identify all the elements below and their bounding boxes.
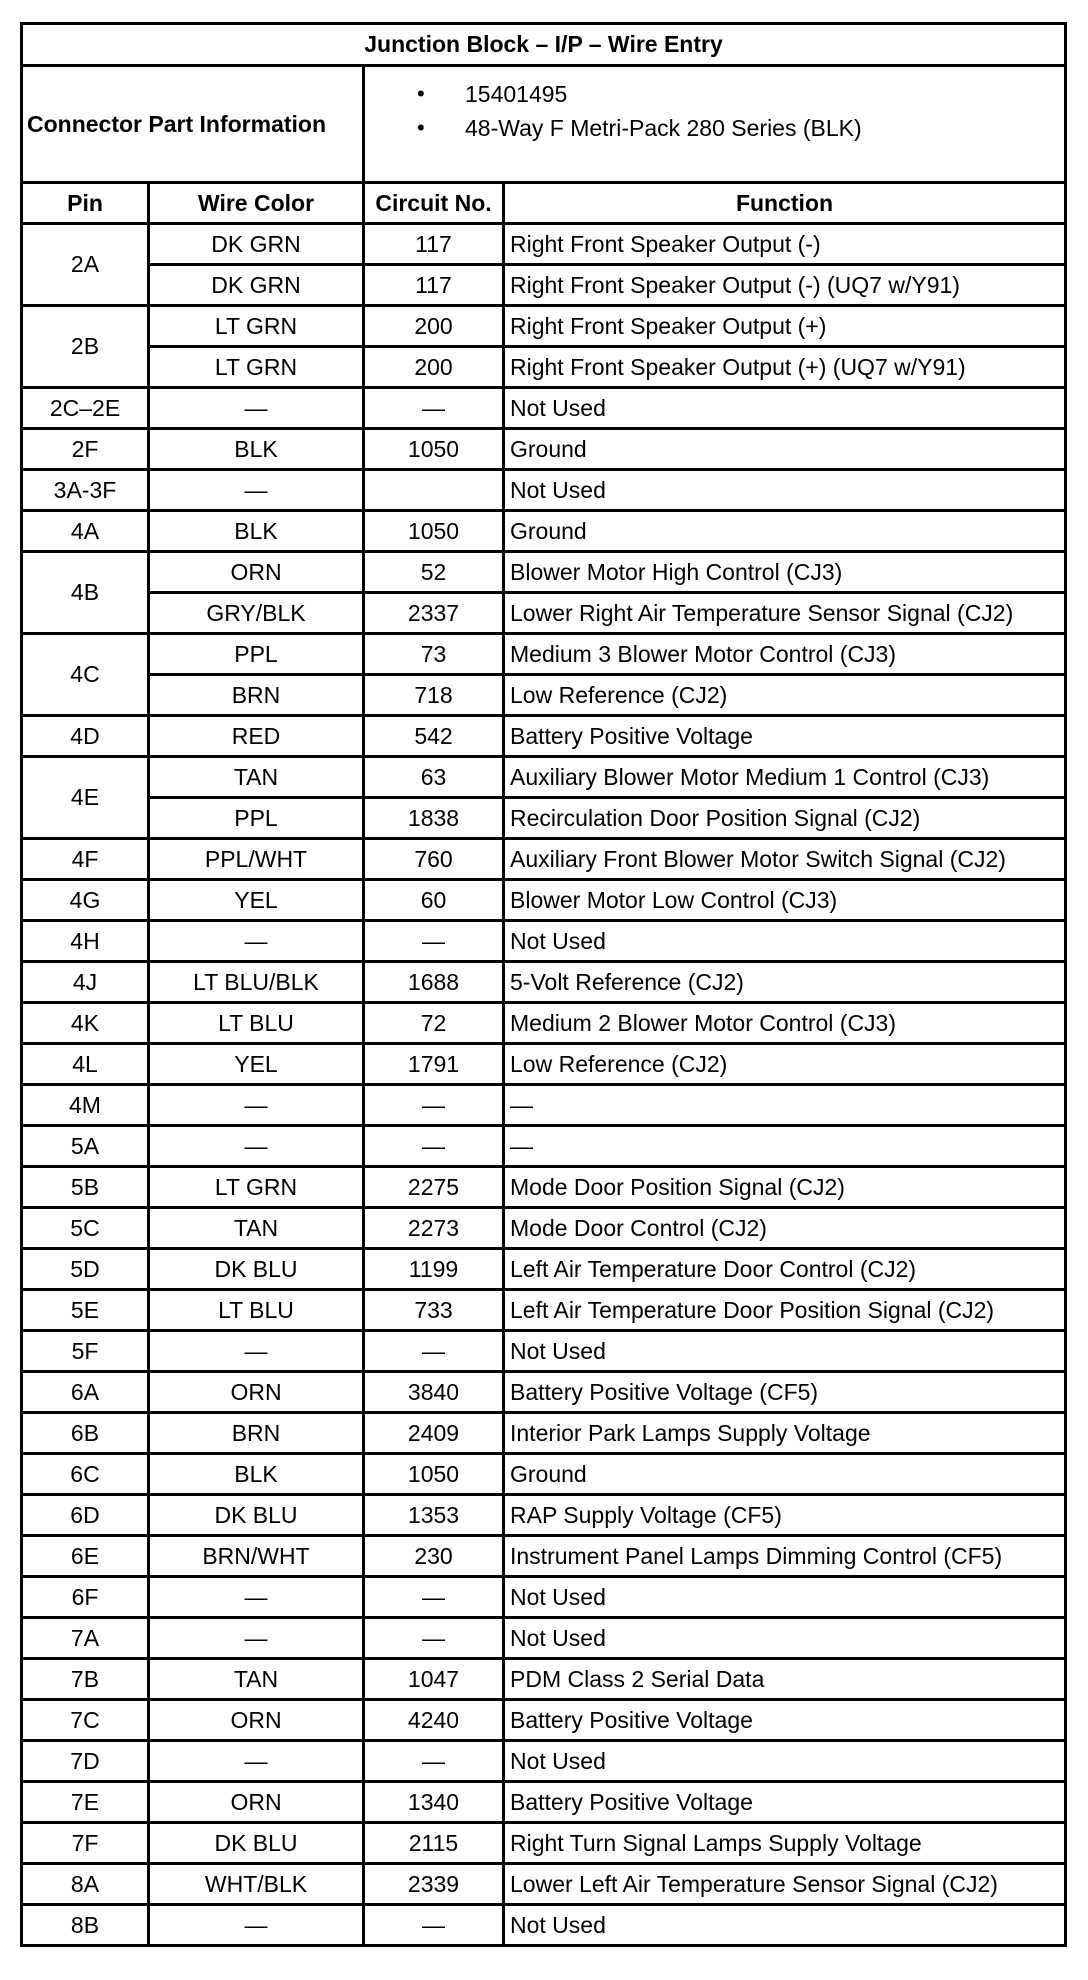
function-cell: Left Air Temperature Door Position Signal (CJ2) [504,1290,1066,1331]
wire-color-cell: YEL [149,1044,364,1085]
pin-cell: 7F [22,1823,149,1864]
pin-cell: 2B [22,306,149,388]
function-cell: Blower Motor Low Control (CJ3) [504,880,1066,921]
pin-cell: 7A [22,1618,149,1659]
function-cell: Not Used [504,388,1066,429]
function-cell: Auxiliary Front Blower Motor Switch Signal (CJ2) [504,839,1066,880]
function-cell: RAP Supply Voltage (CF5) [504,1495,1066,1536]
circuit-number-cell: 542 [364,716,504,757]
circuit-number-cell: 1050 [364,1454,504,1495]
function-cell: Not Used [504,921,1066,962]
function-cell: Mode Door Position Signal (CJ2) [504,1167,1066,1208]
circuit-number-cell: 1688 [364,962,504,1003]
function-cell: Instrument Panel Lamps Dimming Control (CF5) [504,1536,1066,1577]
wire-color-cell: PPL/WHT [149,839,364,880]
function-cell: Not Used [504,1905,1066,1946]
circuit-number-cell: — [364,921,504,962]
wire-color-cell: DK BLU [149,1495,364,1536]
function-cell: Not Used [504,1577,1066,1618]
table-row [22,1864,1066,1905]
function-cell: 5-Volt Reference (CJ2) [504,962,1066,1003]
table-row [22,265,1066,306]
table-row [22,1331,1066,1372]
function-cell: Ground [504,511,1066,552]
circuit-number-cell: — [364,1126,504,1167]
wire-color-cell: DK GRN [149,265,364,306]
pin-cell: 4E [22,757,149,839]
function-cell: Left Air Temperature Door Control (CJ2) [504,1249,1066,1290]
table-row [22,921,1066,962]
pin-cell: 7C [22,1700,149,1741]
wire-color-cell: ORN [149,1782,364,1823]
pin-cell: 6E [22,1536,149,1577]
circuit-number-cell: 63 [364,757,504,798]
table-row [22,388,1066,429]
circuit-number-cell: 2409 [364,1413,504,1454]
wire-color-cell: LT GRN [149,306,364,347]
circuit-number-cell: 2339 [364,1864,504,1905]
pin-cell: 7B [22,1659,149,1700]
function-cell: Right Turn Signal Lamps Supply Voltage [504,1823,1066,1864]
table-row [22,470,1066,511]
function-cell: — [504,1085,1066,1126]
function-cell: Right Front Speaker Output (-) [504,224,1066,265]
wire-color-cell: BLK [149,511,364,552]
pin-cell: 4J [22,962,149,1003]
wire-color-cell: LT BLU/BLK [149,962,364,1003]
circuit-number-cell: 1353 [364,1495,504,1536]
connector-part-info-list [365,77,1064,145]
function-cell: Right Front Speaker Output (-) (UQ7 w/Y91) [504,265,1066,306]
circuit-number-cell: 73 [364,634,504,675]
wire-color-cell: LT BLU [149,1003,364,1044]
table-row [22,593,1066,634]
pin-cell: 4G [22,880,149,921]
table-row [22,1085,1066,1126]
wire-color-cell: RED [149,716,364,757]
function-cell: Ground [504,429,1066,470]
table-row [22,1536,1066,1577]
pin-cell: 6D [22,1495,149,1536]
circuit-number-cell: 200 [364,306,504,347]
circuit-number-cell: 117 [364,224,504,265]
pin-cell: 4K [22,1003,149,1044]
table-row [22,1741,1066,1782]
function-cell: Not Used [504,1331,1066,1372]
wire-color-cell: BLK [149,1454,364,1495]
circuit-number-cell: 718 [364,675,504,716]
pin-cell: 8B [22,1905,149,1946]
table-row [22,552,1066,593]
function-cell: Not Used [504,1618,1066,1659]
circuit-number-cell: — [364,1741,504,1782]
wire-color-cell: — [149,470,364,511]
table-row [22,1659,1066,1700]
pin-cell: 2C–2E [22,388,149,429]
function-cell: Auxiliary Blower Motor Medium 1 Control (CJ3) [504,757,1066,798]
column-header-circuit-no: Circuit No. [364,183,504,224]
table-row [22,306,1066,347]
wire-color-cell: YEL [149,880,364,921]
wire-color-cell: BRN [149,1413,364,1454]
table-row [22,1823,1066,1864]
circuit-number-cell: — [364,1577,504,1618]
table-row [22,1044,1066,1085]
table-row [22,1290,1066,1331]
function-cell: Battery Positive Voltage [504,1782,1066,1823]
function-cell: Not Used [504,470,1066,511]
table-row [22,1413,1066,1454]
circuit-number-cell: 117 [364,265,504,306]
column-header-function: Function [504,183,1066,224]
table-row [22,1208,1066,1249]
pin-cell: 4D [22,716,149,757]
table-row [22,634,1066,675]
wire-color-cell: — [149,1577,364,1618]
circuit-number-cell [364,470,504,511]
connector-part-info-values [364,66,1066,183]
function-cell: Battery Positive Voltage [504,716,1066,757]
pin-cell: 5A [22,1126,149,1167]
wire-color-cell: PPL [149,634,364,675]
column-header-wire-color: Wire Color [149,183,364,224]
wire-color-cell: PPL [149,798,364,839]
pin-cell: 4F [22,839,149,880]
circuit-number-cell: 1199 [364,1249,504,1290]
circuit-number-cell: — [364,388,504,429]
wire-color-cell: ORN [149,1700,364,1741]
table-row [22,1700,1066,1741]
pin-cell: 3A-3F [22,470,149,511]
circuit-number-cell: 2273 [364,1208,504,1249]
wire-color-cell: WHT/BLK [149,1864,364,1905]
circuit-number-cell: 1050 [364,429,504,470]
pin-cell: 7E [22,1782,149,1823]
wire-color-cell: ORN [149,552,364,593]
circuit-number-cell: 72 [364,1003,504,1044]
wire-color-cell: LT BLU [149,1290,364,1331]
circuit-number-cell: 200 [364,347,504,388]
table-row [22,1495,1066,1536]
circuit-number-cell: — [364,1905,504,1946]
wire-color-cell: — [149,1085,364,1126]
function-cell: Recirculation Door Position Signal (CJ2) [504,798,1066,839]
function-cell: Medium 2 Blower Motor Control (CJ3) [504,1003,1066,1044]
function-cell: Blower Motor High Control (CJ3) [504,552,1066,593]
pin-cell: 2F [22,429,149,470]
table-row [22,1372,1066,1413]
table-row [22,1577,1066,1618]
wire-color-cell: — [149,1618,364,1659]
pin-cell: 6C [22,1454,149,1495]
connector-part-info-label: Connector Part Information [22,66,364,183]
table-row [22,798,1066,839]
table-row [22,224,1066,265]
circuit-number-cell: 2115 [364,1823,504,1864]
wire-color-cell: BRN [149,675,364,716]
table-row [22,1167,1066,1208]
wire-color-cell: — [149,1741,364,1782]
wire-color-cell: — [149,921,364,962]
table-title: Junction Block – I/P – Wire Entry [22,24,1066,66]
table-row [22,1905,1066,1946]
connector-table [20,22,1067,1947]
table-row [22,1126,1066,1167]
circuit-number-cell: — [364,1618,504,1659]
wire-color-cell: — [149,388,364,429]
pin-cell: 5F [22,1331,149,1372]
table-row [22,1249,1066,1290]
pin-cell: 2A [22,224,149,306]
pin-cell: 6B [22,1413,149,1454]
pin-cell: 4B [22,552,149,634]
function-cell: Mode Door Control (CJ2) [504,1208,1066,1249]
table-row [22,429,1066,470]
wire-color-cell: LT GRN [149,1167,364,1208]
wire-color-cell: DK BLU [149,1823,364,1864]
pin-cell: 8A [22,1864,149,1905]
circuit-number-cell: 1047 [364,1659,504,1700]
wire-color-cell: — [149,1331,364,1372]
circuit-number-cell: 2337 [364,593,504,634]
circuit-number-cell: 1791 [364,1044,504,1085]
function-cell: Lower Left Air Temperature Sensor Signal (CJ2) [504,1864,1066,1905]
circuit-number-cell: 760 [364,839,504,880]
table-row [22,511,1066,552]
wire-color-cell: DK BLU [149,1249,364,1290]
circuit-number-cell: 52 [364,552,504,593]
wire-color-cell: TAN [149,1208,364,1249]
wire-color-cell: TAN [149,757,364,798]
wire-color-cell: BRN/WHT [149,1536,364,1577]
table-row [22,675,1066,716]
circuit-number-cell: 2275 [364,1167,504,1208]
circuit-number-cell: 1050 [364,511,504,552]
connector-description: • 48-Way F Metri-Pack 280 Series (BLK) [365,111,1064,145]
column-header-pin: Pin [22,183,149,224]
table-row [22,347,1066,388]
table-row [22,1003,1066,1044]
table-row [22,962,1066,1003]
function-cell: Not Used [504,1741,1066,1782]
part-number: • 15401495 [365,77,1064,111]
pin-cell: 4H [22,921,149,962]
wire-color-cell: — [149,1126,364,1167]
table-row [22,1454,1066,1495]
wire-color-cell: DK GRN [149,224,364,265]
function-cell: Battery Positive Voltage [504,1700,1066,1741]
circuit-number-cell: 1340 [364,1782,504,1823]
wire-color-cell: — [149,1905,364,1946]
wire-color-cell: TAN [149,1659,364,1700]
function-cell: Battery Positive Voltage (CF5) [504,1372,1066,1413]
function-cell: Right Front Speaker Output (+) (UQ7 w/Y91) [504,347,1066,388]
pin-cell: 5C [22,1208,149,1249]
circuit-number-cell: 733 [364,1290,504,1331]
table-row [22,1618,1066,1659]
function-cell: Interior Park Lamps Supply Voltage [504,1413,1066,1454]
function-cell: Low Reference (CJ2) [504,675,1066,716]
function-cell: Ground [504,1454,1066,1495]
pin-cell: 5D [22,1249,149,1290]
circuit-number-cell: 1838 [364,798,504,839]
wire-color-cell: GRY/BLK [149,593,364,634]
function-cell: — [504,1126,1066,1167]
table-row [22,757,1066,798]
wire-color-cell: LT GRN [149,347,364,388]
table-row [22,839,1066,880]
table-row [22,716,1066,757]
pin-cell: 4L [22,1044,149,1085]
pin-cell: 4A [22,511,149,552]
wire-color-cell: ORN [149,1372,364,1413]
pin-cell: 4M [22,1085,149,1126]
pin-cell: 6A [22,1372,149,1413]
table-row [22,880,1066,921]
function-cell: Medium 3 Blower Motor Control (CJ3) [504,634,1066,675]
function-cell: Lower Right Air Temperature Sensor Signal (CJ2) [504,593,1066,634]
function-cell: Right Front Speaker Output (+) [504,306,1066,347]
table-body [22,224,1066,1946]
function-cell: Low Reference (CJ2) [504,1044,1066,1085]
wire-color-cell: BLK [149,429,364,470]
function-cell: PDM Class 2 Serial Data [504,1659,1066,1700]
circuit-number-cell: — [364,1331,504,1372]
circuit-number-cell: 3840 [364,1372,504,1413]
pin-cell: 4C [22,634,149,716]
circuit-number-cell: 230 [364,1536,504,1577]
pin-cell: 5E [22,1290,149,1331]
circuit-number-cell: — [364,1085,504,1126]
circuit-number-cell: 4240 [364,1700,504,1741]
pin-cell: 5B [22,1167,149,1208]
pin-cell: 6F [22,1577,149,1618]
pin-cell: 7D [22,1741,149,1782]
table-row [22,1782,1066,1823]
circuit-number-cell: 60 [364,880,504,921]
